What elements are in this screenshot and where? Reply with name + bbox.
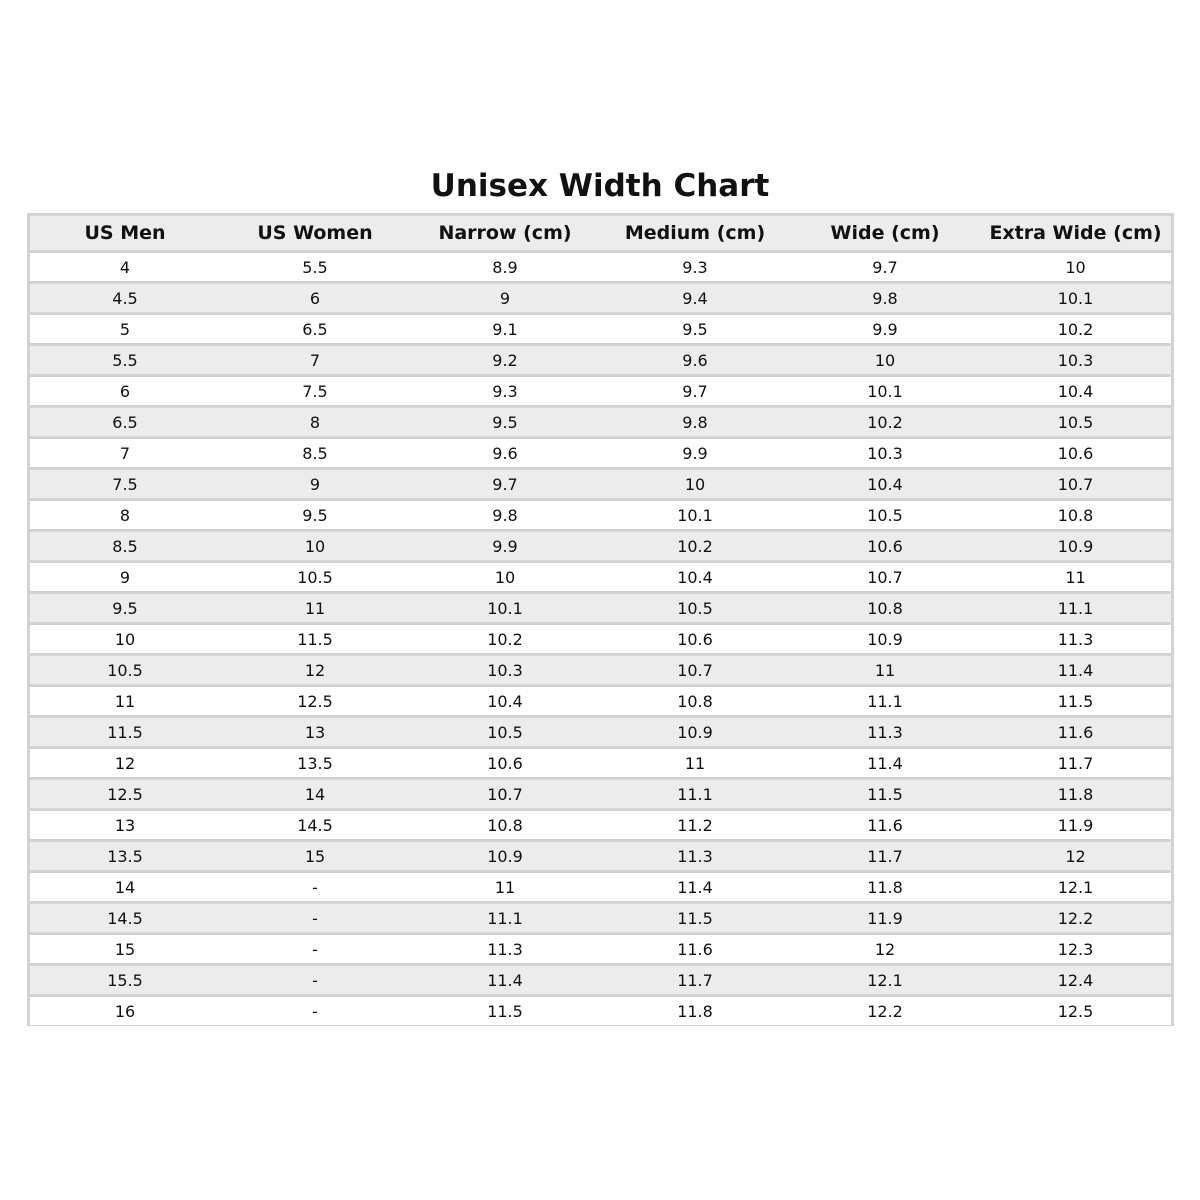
extra-wide-cell: 11.8 bbox=[980, 779, 1171, 810]
extra-wide-cell: 11 bbox=[980, 562, 1171, 593]
us-men-cell: 10 bbox=[30, 624, 220, 655]
extra-wide-cell: 12.3 bbox=[980, 934, 1171, 965]
narrow-cell: 9.5 bbox=[410, 407, 600, 438]
wide-cell: 9.8 bbox=[790, 283, 980, 314]
extra-wide-cell: 10.2 bbox=[980, 314, 1171, 345]
medium-cell: 10.7 bbox=[600, 655, 790, 686]
us-men-cell: 11.5 bbox=[30, 717, 220, 748]
wide-cell: 12.1 bbox=[790, 965, 980, 996]
narrow-cell: 10.7 bbox=[410, 779, 600, 810]
medium-cell: 9.8 bbox=[600, 407, 790, 438]
medium-cell: 11.8 bbox=[600, 996, 790, 1026]
wide-cell: 12.2 bbox=[790, 996, 980, 1026]
wide-cell: 11.6 bbox=[790, 810, 980, 841]
narrow-cell: 10.5 bbox=[410, 717, 600, 748]
narrow-cell: 10.9 bbox=[410, 841, 600, 872]
us-men-cell: 11 bbox=[30, 686, 220, 717]
extra-wide-cell: 11.4 bbox=[980, 655, 1171, 686]
medium-cell: 10.2 bbox=[600, 531, 790, 562]
narrow-cell: 11.1 bbox=[410, 903, 600, 934]
extra-wide-cell: 12.4 bbox=[980, 965, 1171, 996]
narrow-cell: 9.6 bbox=[410, 438, 600, 469]
us-women-cell: 7.5 bbox=[220, 376, 410, 407]
narrow-cell: 11.3 bbox=[410, 934, 600, 965]
width-chart-table bbox=[30, 216, 1171, 1025]
us-men-cell: 4.5 bbox=[30, 283, 220, 314]
extra-wide-cell: 10.4 bbox=[980, 376, 1171, 407]
us-women-cell: 15 bbox=[220, 841, 410, 872]
us-men-cell: 4 bbox=[30, 252, 220, 283]
column-header-wide: Wide (cm) bbox=[790, 216, 980, 252]
us-men-cell: 8.5 bbox=[30, 531, 220, 562]
table-row bbox=[30, 314, 1171, 345]
medium-cell: 9.7 bbox=[600, 376, 790, 407]
narrow-cell: 10.6 bbox=[410, 748, 600, 779]
narrow-cell: 9 bbox=[410, 283, 600, 314]
narrow-cell: 10.4 bbox=[410, 686, 600, 717]
narrow-cell: 10.8 bbox=[410, 810, 600, 841]
us-men-cell: 6 bbox=[30, 376, 220, 407]
wide-cell: 10.7 bbox=[790, 562, 980, 593]
us-women-cell: 11 bbox=[220, 593, 410, 624]
us-men-cell: 14 bbox=[30, 872, 220, 903]
column-header-us-women: US Women bbox=[220, 216, 410, 252]
us-women-cell: 9 bbox=[220, 469, 410, 500]
wide-cell: 11.3 bbox=[790, 717, 980, 748]
us-men-cell: 5.5 bbox=[30, 345, 220, 376]
medium-cell: 11.7 bbox=[600, 965, 790, 996]
medium-cell: 10.6 bbox=[600, 624, 790, 655]
wide-cell: 10.3 bbox=[790, 438, 980, 469]
medium-cell: 11.3 bbox=[600, 841, 790, 872]
narrow-cell: 9.9 bbox=[410, 531, 600, 562]
extra-wide-cell: 10.6 bbox=[980, 438, 1171, 469]
table-row bbox=[30, 965, 1171, 996]
us-women-cell: - bbox=[220, 996, 410, 1026]
medium-cell: 10.5 bbox=[600, 593, 790, 624]
table-row bbox=[30, 655, 1171, 686]
medium-cell: 9.3 bbox=[600, 252, 790, 283]
us-men-cell: 13 bbox=[30, 810, 220, 841]
us-men-cell: 15.5 bbox=[30, 965, 220, 996]
extra-wide-cell: 10.8 bbox=[980, 500, 1171, 531]
medium-cell: 11 bbox=[600, 748, 790, 779]
medium-cell: 11.5 bbox=[600, 903, 790, 934]
extra-wide-cell: 11.1 bbox=[980, 593, 1171, 624]
narrow-cell: 11 bbox=[410, 872, 600, 903]
us-women-cell: 10 bbox=[220, 531, 410, 562]
table-row bbox=[30, 531, 1171, 562]
table-row bbox=[30, 562, 1171, 593]
medium-cell: 10.4 bbox=[600, 562, 790, 593]
table-row bbox=[30, 252, 1171, 283]
narrow-cell: 9.3 bbox=[410, 376, 600, 407]
us-men-cell: 7.5 bbox=[30, 469, 220, 500]
table-row bbox=[30, 345, 1171, 376]
narrow-cell: 9.1 bbox=[410, 314, 600, 345]
table-row bbox=[30, 283, 1171, 314]
us-women-cell: 14 bbox=[220, 779, 410, 810]
extra-wide-cell: 11.9 bbox=[980, 810, 1171, 841]
us-men-cell: 5 bbox=[30, 314, 220, 345]
narrow-cell: 9.8 bbox=[410, 500, 600, 531]
medium-cell: 9.4 bbox=[600, 283, 790, 314]
table-row bbox=[30, 810, 1171, 841]
wide-cell: 9.7 bbox=[790, 252, 980, 283]
narrow-cell: 10.3 bbox=[410, 655, 600, 686]
narrow-cell: 10.1 bbox=[410, 593, 600, 624]
extra-wide-cell: 11.6 bbox=[980, 717, 1171, 748]
medium-cell: 9.5 bbox=[600, 314, 790, 345]
us-women-cell: 6.5 bbox=[220, 314, 410, 345]
wide-cell: 10.6 bbox=[790, 531, 980, 562]
column-header-narrow: Narrow (cm) bbox=[410, 216, 600, 252]
medium-cell: 11.6 bbox=[600, 934, 790, 965]
us-men-cell: 12.5 bbox=[30, 779, 220, 810]
extra-wide-cell: 10 bbox=[980, 252, 1171, 283]
wide-cell: 10.1 bbox=[790, 376, 980, 407]
us-men-cell: 13.5 bbox=[30, 841, 220, 872]
medium-cell: 10.1 bbox=[600, 500, 790, 531]
wide-cell: 9.9 bbox=[790, 314, 980, 345]
extra-wide-cell: 10.3 bbox=[980, 345, 1171, 376]
table-header bbox=[30, 216, 1171, 252]
narrow-cell: 10.2 bbox=[410, 624, 600, 655]
narrow-cell: 8.9 bbox=[410, 252, 600, 283]
us-men-cell: 9 bbox=[30, 562, 220, 593]
us-women-cell: 6 bbox=[220, 283, 410, 314]
table-body bbox=[30, 252, 1171, 1026]
column-header-us-men: US Men bbox=[30, 216, 220, 252]
wide-cell: 10.5 bbox=[790, 500, 980, 531]
extra-wide-cell: 11.3 bbox=[980, 624, 1171, 655]
medium-cell: 9.6 bbox=[600, 345, 790, 376]
medium-cell: 9.9 bbox=[600, 438, 790, 469]
us-women-cell: 13.5 bbox=[220, 748, 410, 779]
wide-cell: 12 bbox=[790, 934, 980, 965]
us-women-cell: 5.5 bbox=[220, 252, 410, 283]
medium-cell: 10.9 bbox=[600, 717, 790, 748]
column-header-extra-wide: Extra Wide (cm) bbox=[980, 216, 1171, 252]
us-men-cell: 15 bbox=[30, 934, 220, 965]
us-women-cell: - bbox=[220, 903, 410, 934]
us-women-cell: 8.5 bbox=[220, 438, 410, 469]
table-row bbox=[30, 500, 1171, 531]
extra-wide-cell: 12.1 bbox=[980, 872, 1171, 903]
us-men-cell: 14.5 bbox=[30, 903, 220, 934]
us-men-cell: 12 bbox=[30, 748, 220, 779]
narrow-cell: 11.4 bbox=[410, 965, 600, 996]
us-women-cell: - bbox=[220, 965, 410, 996]
wide-cell: 10.2 bbox=[790, 407, 980, 438]
header-row bbox=[30, 216, 1171, 252]
us-men-cell: 6.5 bbox=[30, 407, 220, 438]
us-men-cell: 7 bbox=[30, 438, 220, 469]
table-row bbox=[30, 593, 1171, 624]
narrow-cell: 9.7 bbox=[410, 469, 600, 500]
table-row bbox=[30, 934, 1171, 965]
wide-cell: 11.9 bbox=[790, 903, 980, 934]
us-men-cell: 16 bbox=[30, 996, 220, 1026]
table-row bbox=[30, 624, 1171, 655]
extra-wide-cell: 10.9 bbox=[980, 531, 1171, 562]
wide-cell: 10.4 bbox=[790, 469, 980, 500]
wide-cell: 11.7 bbox=[790, 841, 980, 872]
chart-title: Unisex Width Chart bbox=[430, 168, 770, 204]
width-chart-table-frame bbox=[27, 213, 1174, 1026]
table-row bbox=[30, 438, 1171, 469]
us-women-cell: 14.5 bbox=[220, 810, 410, 841]
us-women-cell: 12 bbox=[220, 655, 410, 686]
extra-wide-cell: 10.1 bbox=[980, 283, 1171, 314]
table-row bbox=[30, 996, 1171, 1026]
table-row bbox=[30, 376, 1171, 407]
wide-cell: 11 bbox=[790, 655, 980, 686]
medium-cell: 11.1 bbox=[600, 779, 790, 810]
extra-wide-cell: 11.5 bbox=[980, 686, 1171, 717]
us-women-cell: - bbox=[220, 934, 410, 965]
us-women-cell: 9.5 bbox=[220, 500, 410, 531]
us-women-cell: 8 bbox=[220, 407, 410, 438]
extra-wide-cell: 12.5 bbox=[980, 996, 1171, 1026]
us-women-cell: 7 bbox=[220, 345, 410, 376]
extra-wide-cell: 10.7 bbox=[980, 469, 1171, 500]
medium-cell: 11.2 bbox=[600, 810, 790, 841]
us-women-cell: 13 bbox=[220, 717, 410, 748]
wide-cell: 10.8 bbox=[790, 593, 980, 624]
table-row bbox=[30, 717, 1171, 748]
us-men-cell: 8 bbox=[30, 500, 220, 531]
us-women-cell: - bbox=[220, 872, 410, 903]
wide-cell: 11.4 bbox=[790, 748, 980, 779]
column-header-medium: Medium (cm) bbox=[600, 216, 790, 252]
us-men-cell: 9.5 bbox=[30, 593, 220, 624]
table-row bbox=[30, 748, 1171, 779]
table-row bbox=[30, 469, 1171, 500]
table-row bbox=[30, 903, 1171, 934]
us-women-cell: 12.5 bbox=[220, 686, 410, 717]
extra-wide-cell: 12.2 bbox=[980, 903, 1171, 934]
wide-cell: 11.5 bbox=[790, 779, 980, 810]
us-men-cell: 10.5 bbox=[30, 655, 220, 686]
wide-cell: 10 bbox=[790, 345, 980, 376]
medium-cell: 11.4 bbox=[600, 872, 790, 903]
table-row bbox=[30, 779, 1171, 810]
extra-wide-cell: 10.5 bbox=[980, 407, 1171, 438]
narrow-cell: 11.5 bbox=[410, 996, 600, 1026]
table-row bbox=[30, 841, 1171, 872]
wide-cell: 11.8 bbox=[790, 872, 980, 903]
extra-wide-cell: 11.7 bbox=[980, 748, 1171, 779]
wide-cell: 10.9 bbox=[790, 624, 980, 655]
us-women-cell: 11.5 bbox=[220, 624, 410, 655]
extra-wide-cell: 12 bbox=[980, 841, 1171, 872]
table-row bbox=[30, 872, 1171, 903]
narrow-cell: 9.2 bbox=[410, 345, 600, 376]
wide-cell: 11.1 bbox=[790, 686, 980, 717]
medium-cell: 10 bbox=[600, 469, 790, 500]
narrow-cell: 10 bbox=[410, 562, 600, 593]
us-women-cell: 10.5 bbox=[220, 562, 410, 593]
medium-cell: 10.8 bbox=[600, 686, 790, 717]
table-row bbox=[30, 407, 1171, 438]
table-row bbox=[30, 686, 1171, 717]
